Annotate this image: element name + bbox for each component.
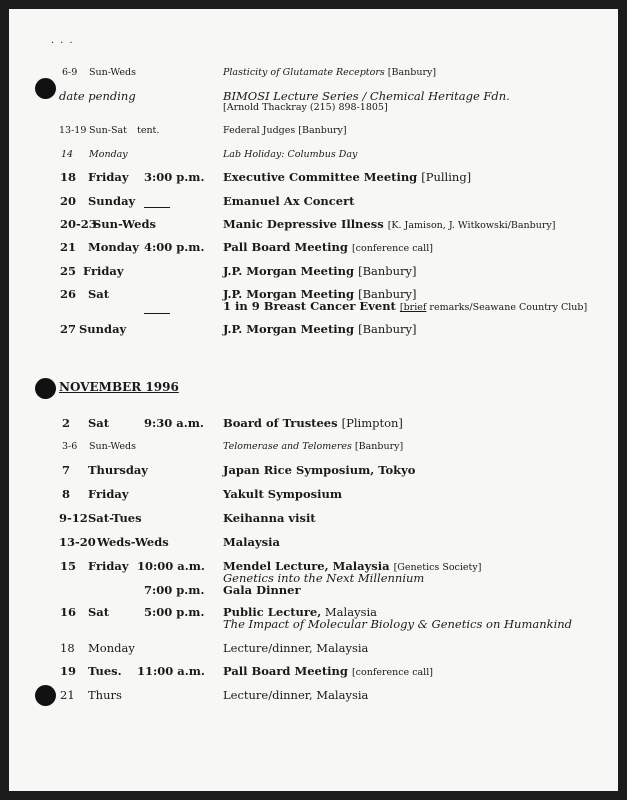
- row-event: BIMOSI Lecture Series / Chemical Heritage Fdn.: [223, 89, 510, 103]
- punch-hole: [35, 378, 56, 399]
- time-blank: [144, 302, 170, 321]
- row-event: Board of Trustees [Plimpton]: [223, 416, 403, 430]
- row-date: 18: [60, 641, 75, 655]
- row-day: Monday: [89, 149, 128, 160]
- row-event: Lecture/dinner, Malaysia: [223, 641, 369, 655]
- row-day: Friday: [88, 170, 129, 184]
- row-day: Sun-Sat: [89, 125, 127, 136]
- row-subtitle: [Arnold Thackray (215) 898-1805]: [223, 102, 388, 113]
- row-day: Friday: [88, 487, 129, 501]
- row-day: Sat: [88, 287, 110, 301]
- row-event: Public Lecture, Malaysia: [223, 605, 378, 619]
- row-event: J.P. Morgan Meeting [Banbury]: [223, 322, 417, 336]
- row-date: 18: [60, 170, 77, 184]
- row-time: 7:00 p.m.: [144, 583, 205, 597]
- row-date: 26: [60, 287, 77, 301]
- row-event: Plasticity of Glutamate Receptors [Banbury]: [223, 67, 437, 78]
- row-date: 13-19: [59, 125, 87, 136]
- row-day: Tues.: [88, 664, 122, 678]
- row-event: Yakult Symposium: [223, 487, 343, 501]
- row-day: Thursday: [88, 463, 148, 477]
- row-day: Sat-Tues: [88, 511, 142, 525]
- row-day: Thurs: [88, 688, 122, 702]
- time-blank: [144, 196, 170, 215]
- row-day: Friday: [83, 264, 124, 278]
- row-date: 20: [60, 194, 77, 208]
- row-day: Sunday: [79, 322, 127, 336]
- document-page: [9, 9, 618, 791]
- row-event: J.P. Morgan Meeting [Banbury]: [223, 264, 417, 278]
- row-date: 21: [60, 688, 75, 702]
- row-date: 8: [62, 487, 71, 501]
- row-date: 25: [60, 264, 77, 278]
- row-event: Telomerase and Telomeres [Banbury]: [223, 441, 404, 452]
- row-event-secondary: 1 in 9 Breast Cancer Event [brief remarks/Seawane Country Club]: [223, 299, 588, 313]
- row-date: date pending: [59, 89, 136, 103]
- row-event: Mendel Lecture, Malaysia [Genetics Society]: [223, 559, 482, 573]
- row-date: 6-9: [62, 67, 78, 78]
- row-event: Japan Rice Symposium, Tokyo: [223, 463, 416, 477]
- row-event: Pall Board Meeting [conference call]: [223, 240, 433, 254]
- row-day: Monday: [88, 641, 135, 655]
- row-date: 2: [62, 416, 71, 430]
- row-time: 3:00 p.m.: [144, 170, 205, 184]
- row-date: 7: [62, 463, 71, 477]
- row-day: Sunday: [88, 194, 136, 208]
- row-note: tent.: [137, 125, 160, 136]
- row-subtitle: Genetics into the Next Millennium: [223, 571, 425, 585]
- punch-hole: [35, 78, 56, 99]
- row-event: Pall Board Meeting [conference call]: [223, 664, 433, 678]
- row-day: Monday: [88, 240, 139, 254]
- row-time: 5:00 p.m.: [144, 605, 205, 619]
- row-date: 19: [60, 664, 77, 678]
- row-event: Lecture/dinner, Malaysia: [223, 688, 369, 702]
- row-event: J.P. Morgan Meeting [Banbury]: [223, 287, 417, 301]
- row-date: 16: [60, 605, 77, 619]
- month-heading: NOVEMBER 1996: [59, 380, 179, 394]
- row-date: 27: [60, 322, 77, 336]
- top-mark: ...: [51, 35, 79, 46]
- row-date: 3-6: [62, 441, 78, 452]
- row-day: Weds-Weds: [97, 535, 169, 549]
- row-event: Manic Depressive Illness [K. Jamison, J. Witkowski/Banbury]: [223, 217, 556, 231]
- row-time: 4:00 p.m.: [144, 240, 205, 254]
- row-event: Keihanna visit: [223, 511, 316, 525]
- row-event: Federal Judges [Banbury]: [223, 125, 347, 136]
- row-day: Sat: [88, 605, 110, 619]
- row-event: Emanuel Ax Concert: [223, 194, 355, 208]
- row-time: 11:00 a.m.: [137, 664, 205, 678]
- row-date: 21: [60, 240, 77, 254]
- row-date: 20-23: [60, 217, 97, 231]
- row-date: 13-20: [59, 535, 96, 549]
- punch-hole: [35, 685, 56, 706]
- row-date: 14: [61, 149, 74, 160]
- row-event-secondary: Gala Dinner: [223, 583, 301, 597]
- row-day: Friday: [88, 559, 129, 573]
- row-day: Sun-Weds: [93, 217, 156, 231]
- row-day: Sat: [88, 416, 110, 430]
- row-event: Lab Holiday: Columbus Day: [223, 149, 358, 160]
- row-event: Malaysia: [223, 535, 280, 549]
- row-day: Sun-Weds: [89, 441, 137, 452]
- row-event: Executive Committee Meeting [Pulling]: [223, 170, 472, 184]
- row-subtitle: The Impact of Molecular Biology & Genetics on Humankind: [223, 617, 573, 631]
- row-date: 15: [60, 559, 77, 573]
- row-time: 9:30 a.m.: [144, 416, 204, 430]
- row-time: 10:00 a.m.: [137, 559, 205, 573]
- row-date: 9-12: [59, 511, 88, 525]
- row-day: Sun-Weds: [89, 67, 137, 78]
